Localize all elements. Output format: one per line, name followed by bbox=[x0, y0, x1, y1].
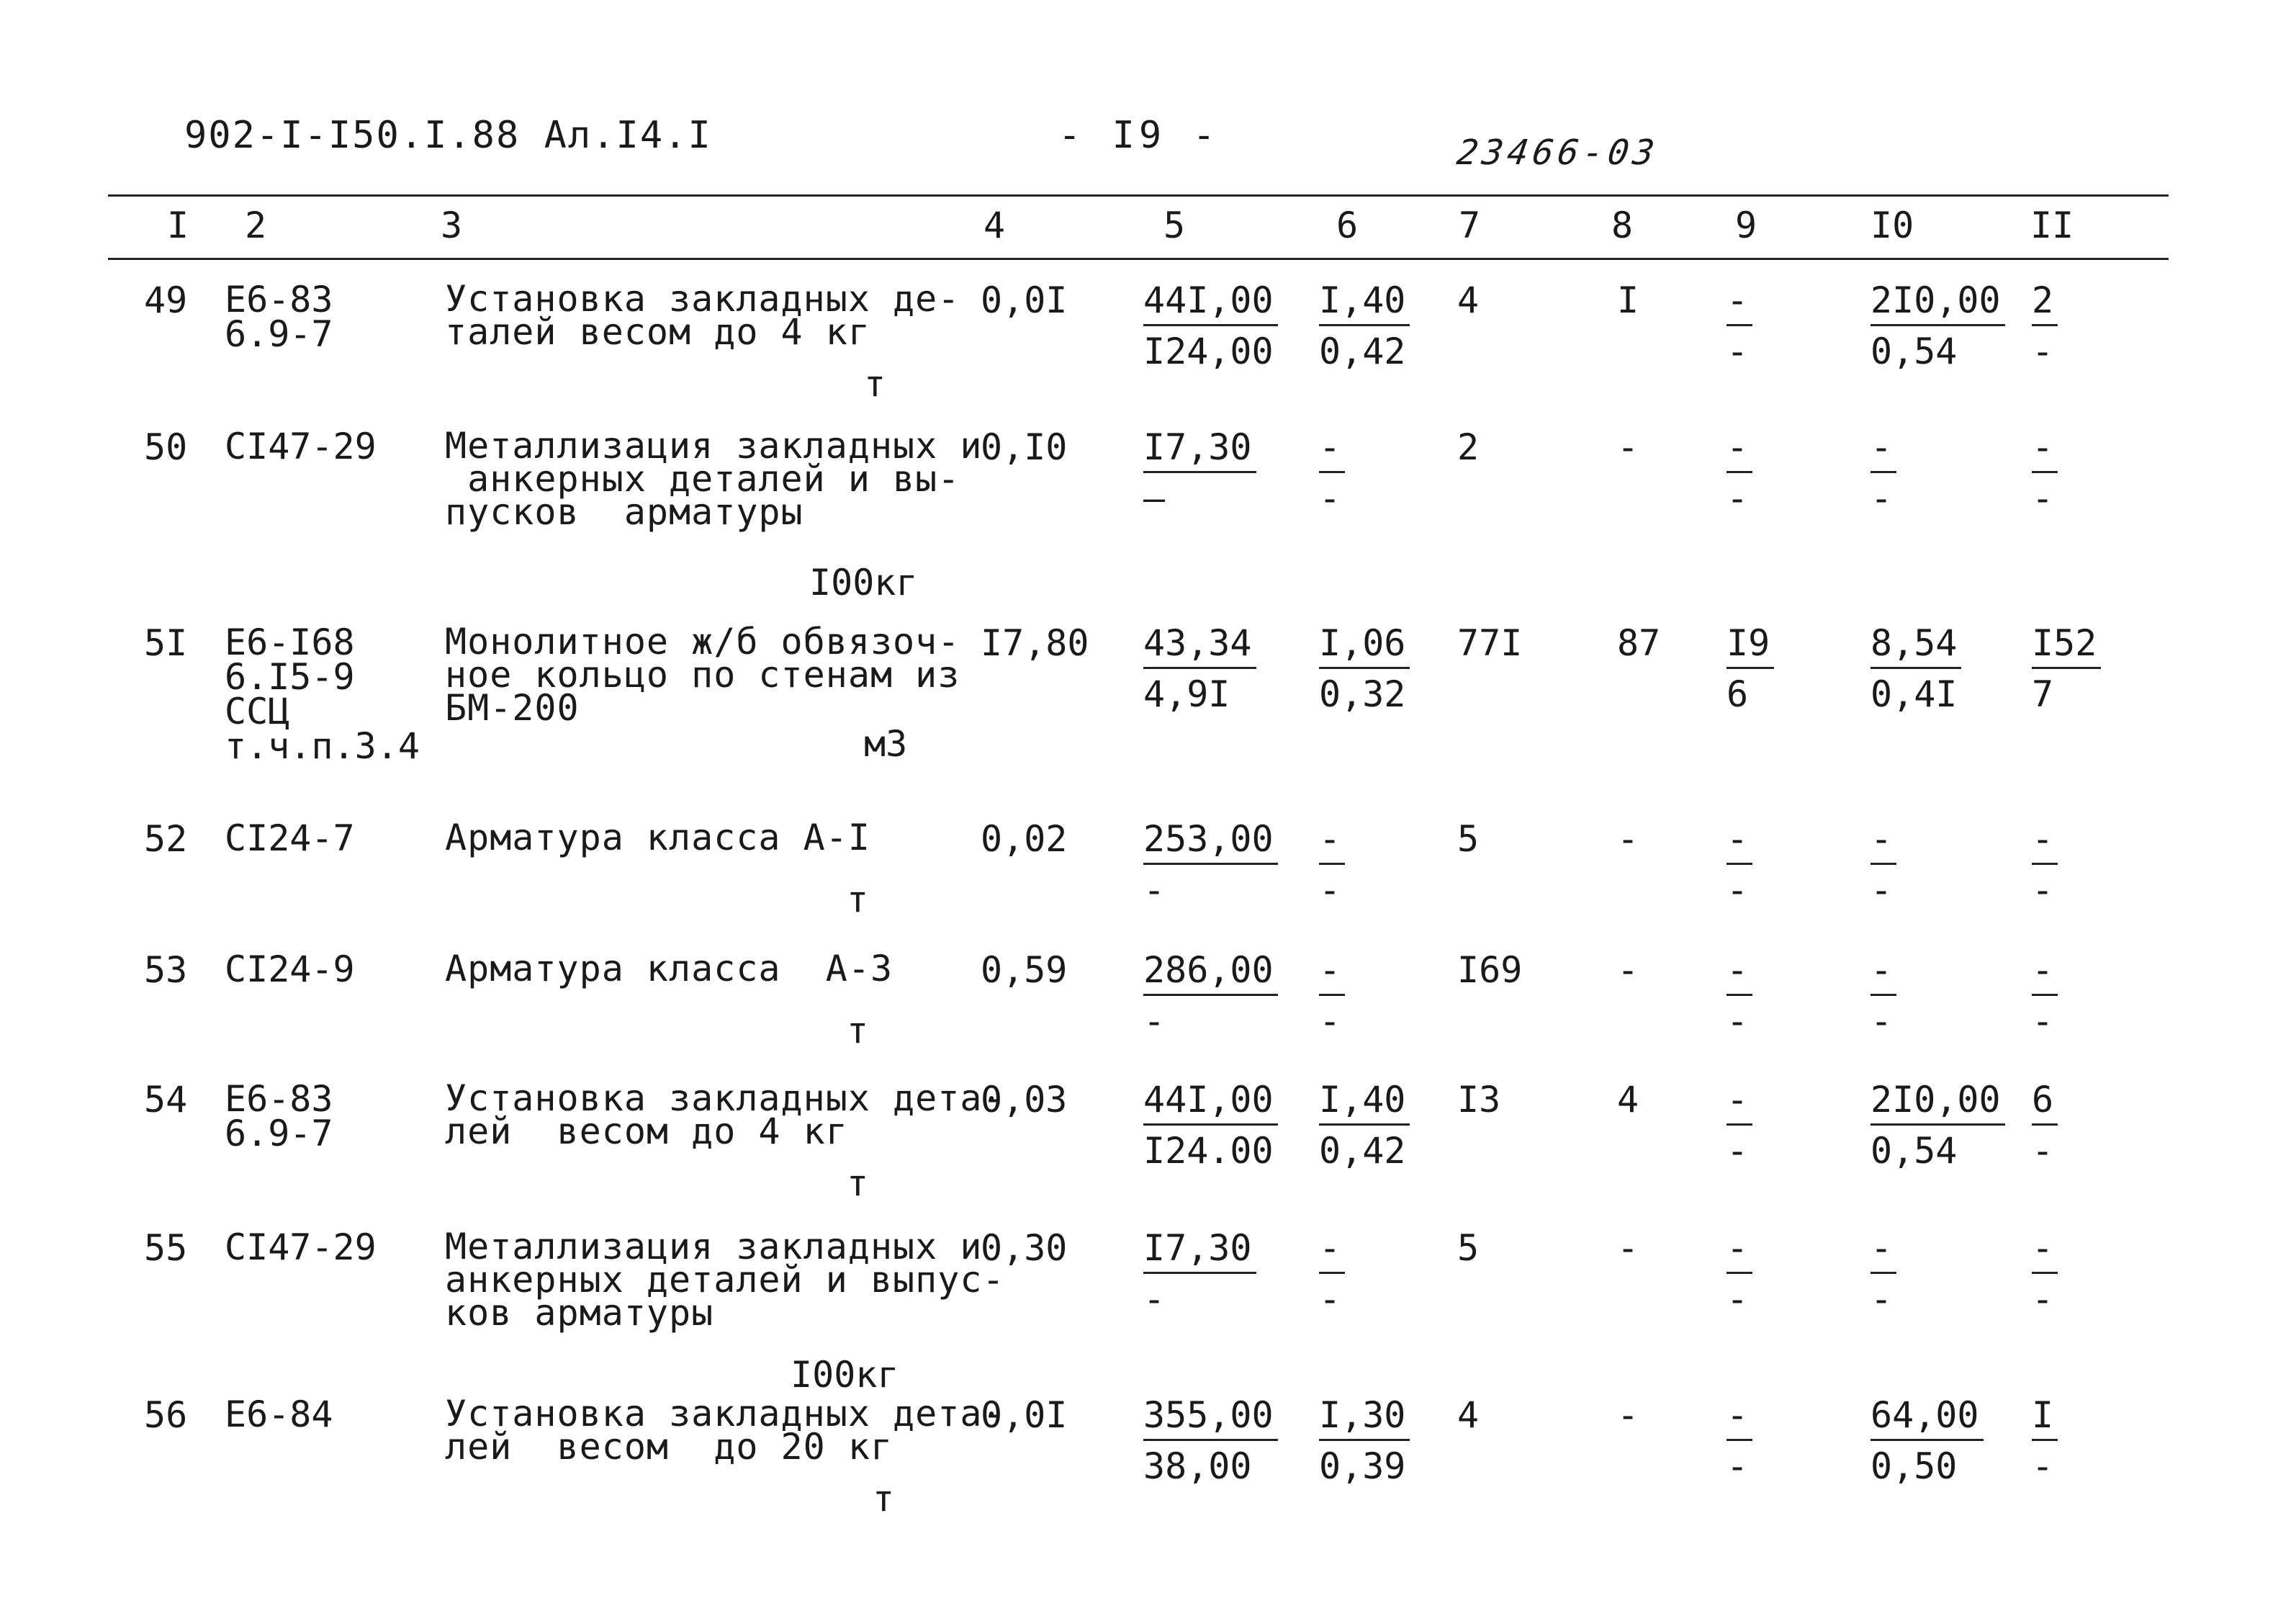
column-header-5: 5 bbox=[1163, 205, 1186, 246]
quantity: I7,80 bbox=[981, 622, 1089, 664]
fraction-numerator: - bbox=[1726, 1397, 1752, 1441]
measure-unit: I00кг bbox=[809, 562, 918, 603]
fraction-c10 bbox=[1870, 1079, 2005, 1172]
measure-unit: I00кг bbox=[791, 1354, 899, 1396]
fraction-denominator: - bbox=[2032, 869, 2054, 911]
column-header-1: I bbox=[167, 205, 189, 246]
table-row bbox=[0, 425, 2296, 603]
fraction-c10 bbox=[1870, 1394, 1984, 1487]
rate-code-line: Е6-83 bbox=[225, 279, 333, 320]
fraction-numerator: - bbox=[2032, 1230, 2058, 1274]
measure-unit: т bbox=[847, 1162, 869, 1204]
fraction-c9 bbox=[1726, 426, 1752, 519]
fraction-denominator: - bbox=[2032, 477, 2054, 519]
fraction-c10 bbox=[1870, 949, 1896, 1042]
rate-code-line: СI47-29 bbox=[225, 426, 377, 467]
rate-code-line: Е6-I68 bbox=[225, 621, 355, 663]
work-description-line: Установка закладных дета- bbox=[445, 1393, 1005, 1435]
fraction-c5 bbox=[1143, 949, 1278, 1042]
fraction-numerator: - bbox=[1319, 429, 1345, 473]
column-header-8: 8 bbox=[1611, 205, 1634, 246]
fraction-c9 bbox=[1726, 622, 1774, 715]
fraction-denominator: 0,4I bbox=[1870, 673, 1958, 715]
fraction-numerator: - bbox=[2032, 429, 2058, 473]
fraction-c11 bbox=[2032, 949, 2058, 1042]
row-number: 52 bbox=[144, 818, 188, 860]
value-c8: - bbox=[1617, 818, 1639, 860]
work-description-line: ков арматуры bbox=[445, 1292, 714, 1334]
fraction-numerator: - bbox=[1319, 1230, 1345, 1274]
quantity: 0,03 bbox=[981, 1079, 1068, 1121]
row-number: 53 bbox=[144, 949, 188, 991]
fraction-denominator: - bbox=[1870, 1278, 1893, 1320]
work-description-line: Металлизация закладных и bbox=[445, 425, 983, 467]
fraction-denominator: 0,54 bbox=[1870, 331, 1958, 372]
fraction-denominator: - bbox=[1319, 869, 1341, 911]
fraction-denominator: 0,42 bbox=[1319, 1130, 1406, 1172]
fraction-denominator: I24,00 bbox=[1143, 331, 1274, 372]
work-description bbox=[445, 425, 983, 533]
fraction-denominator: - bbox=[1319, 1278, 1341, 1320]
fraction-c6 bbox=[1319, 949, 1345, 1042]
fraction-c11 bbox=[2032, 426, 2058, 519]
fraction-numerator: 43,34 bbox=[1143, 625, 1256, 669]
work-description-line: Металлизация закладных и bbox=[445, 1226, 983, 1267]
fraction-denominator: - bbox=[1726, 1445, 1749, 1487]
rate-code-line: Е6-84 bbox=[225, 1393, 333, 1435]
value-c7: 5 bbox=[1457, 1227, 1480, 1269]
fraction-denominator: - bbox=[1726, 477, 1749, 519]
row-number: 50 bbox=[144, 426, 188, 468]
fraction-c10 bbox=[1870, 279, 2005, 372]
column-header-9: 9 bbox=[1735, 205, 1757, 246]
measure-unit: т bbox=[847, 879, 869, 920]
value-c8: - bbox=[1617, 949, 1639, 991]
value-c8: I bbox=[1617, 279, 1639, 321]
fraction-numerator: 64,00 bbox=[1870, 1397, 1984, 1441]
fraction-c9 bbox=[1726, 818, 1752, 911]
fraction-denominator: I24.00 bbox=[1143, 1130, 1274, 1172]
fraction-numerator: - bbox=[1726, 952, 1752, 996]
row-number: 56 bbox=[144, 1394, 188, 1436]
fraction-denominator: - bbox=[1143, 1000, 1166, 1042]
table-top-rule bbox=[108, 194, 2169, 197]
rate-code bbox=[225, 1393, 333, 1435]
fraction-denominator: - bbox=[2032, 1000, 2054, 1042]
fraction-denominator: 6 bbox=[1726, 673, 1749, 715]
fraction-c5 bbox=[1143, 818, 1278, 911]
work-description-line: Установка закладных де- bbox=[445, 278, 960, 320]
fraction-c11 bbox=[2032, 818, 2058, 911]
work-description-line: лей весом до 20 кг bbox=[445, 1426, 893, 1468]
fraction-numerator: 44I,00 bbox=[1143, 1082, 1278, 1126]
fraction-denominator: - bbox=[1319, 1000, 1341, 1042]
fraction-denominator: - bbox=[1143, 869, 1166, 911]
fraction-c6 bbox=[1319, 1394, 1410, 1487]
work-description-line: анкерных деталей и выпус- bbox=[445, 1259, 1005, 1301]
measure-unit: т bbox=[873, 1478, 895, 1520]
rate-code-line: СI47-29 bbox=[225, 1226, 377, 1268]
fraction-numerator: 6 bbox=[2032, 1082, 2058, 1126]
quantity: 0,59 bbox=[981, 949, 1068, 991]
quantity: 0,30 bbox=[981, 1227, 1068, 1269]
work-description bbox=[445, 1077, 1005, 1152]
fraction-denominator: - bbox=[1726, 331, 1749, 372]
rate-code-line: 6.I5-9 bbox=[225, 656, 355, 698]
fraction-c6 bbox=[1319, 1227, 1345, 1320]
work-description bbox=[445, 1393, 1005, 1468]
value-c7: 4 bbox=[1457, 279, 1480, 321]
fraction-denominator: - bbox=[1870, 1000, 1893, 1042]
fraction-denominator: 0,50 bbox=[1870, 1445, 1958, 1487]
rate-code bbox=[225, 1226, 377, 1268]
work-description-line: анкерных деталей и вы- bbox=[445, 458, 960, 500]
fraction-denominator: - bbox=[2032, 1445, 2054, 1487]
fraction-numerator: I7,30 bbox=[1143, 429, 1256, 473]
fraction-numerator: - bbox=[1726, 429, 1752, 473]
fraction-c9 bbox=[1726, 1227, 1752, 1320]
column-header-10: I0 bbox=[1870, 205, 1914, 246]
fraction-c6 bbox=[1319, 818, 1345, 911]
fraction-c9 bbox=[1726, 1079, 1752, 1172]
fraction-denominator: - bbox=[1870, 477, 1893, 519]
rate-code bbox=[225, 948, 355, 990]
quantity: 0,0I bbox=[981, 279, 1068, 321]
fraction-numerator: - bbox=[1870, 821, 1896, 865]
rate-code-line: 6.9-7 bbox=[225, 1113, 333, 1154]
fraction-c5 bbox=[1143, 622, 1256, 715]
work-description bbox=[445, 948, 893, 989]
fraction-c9 bbox=[1726, 1394, 1752, 1487]
rate-code-line: Е6-83 bbox=[225, 1078, 333, 1120]
work-description-line: Монолитное ж/б обвязоч- bbox=[445, 621, 960, 663]
quantity: 0,0I bbox=[981, 1394, 1068, 1436]
work-description bbox=[445, 621, 960, 729]
fraction-denominator: - bbox=[1726, 1130, 1749, 1172]
measure-unit: м3 bbox=[864, 723, 908, 765]
value-c7: 5 bbox=[1457, 818, 1480, 860]
column-header-4: 4 bbox=[983, 205, 1006, 246]
work-description-line: Арматура класса А-I bbox=[445, 817, 870, 858]
fraction-numerator: - bbox=[1319, 821, 1345, 865]
table-row bbox=[0, 948, 2296, 1051]
fraction-denominator: - bbox=[1870, 869, 1893, 911]
fraction-numerator: 2I0,00 bbox=[1870, 282, 2005, 326]
work-description-line: БМ-200 bbox=[445, 687, 580, 729]
work-description-line: пусков арматуры bbox=[445, 491, 803, 533]
fraction-c11 bbox=[2032, 1394, 2058, 1487]
fraction-c6 bbox=[1319, 426, 1345, 519]
fraction-denominator: 38,00 bbox=[1143, 1445, 1252, 1487]
fraction-numerator: 2 bbox=[2032, 282, 2058, 326]
document-header bbox=[0, 0, 2296, 187]
fraction-numerator: I,06 bbox=[1319, 625, 1410, 669]
value-c7: 4 bbox=[1457, 1394, 1480, 1436]
fraction-numerator: I7,30 bbox=[1143, 1230, 1256, 1274]
document-code: 902-I-I50.I.88 Ал.I4.I bbox=[184, 114, 712, 157]
fraction-numerator: 253,00 bbox=[1143, 821, 1278, 865]
column-header-2: 2 bbox=[245, 205, 267, 246]
table-row bbox=[0, 621, 2296, 767]
fraction-numerator: I9 bbox=[1726, 625, 1774, 669]
fraction-c10 bbox=[1870, 426, 1896, 519]
fraction-numerator: I,40 bbox=[1319, 1082, 1410, 1126]
rate-code-line: т.ч.п.3.4 bbox=[225, 725, 420, 767]
fraction-denominator: 0,32 bbox=[1319, 673, 1406, 715]
fraction-numerator: - bbox=[1726, 1230, 1752, 1274]
table-row bbox=[0, 1226, 2296, 1396]
fraction-c5 bbox=[1143, 279, 1278, 372]
value-c8: 87 bbox=[1617, 622, 1661, 664]
fraction-c11 bbox=[2032, 279, 2058, 372]
table-row bbox=[0, 1077, 2296, 1204]
fraction-numerator: 44I,00 bbox=[1143, 282, 1278, 326]
column-header-7: 7 bbox=[1459, 205, 1481, 246]
fraction-denominator: - bbox=[1726, 1000, 1749, 1042]
fraction-denominator: 0,42 bbox=[1319, 331, 1406, 372]
row-number: 49 bbox=[144, 279, 188, 321]
table-row bbox=[0, 278, 2296, 405]
row-number: 5I bbox=[144, 622, 188, 664]
fraction-numerator: - bbox=[1870, 429, 1896, 473]
column-header-11: II bbox=[2030, 205, 2074, 246]
fraction-numerator: - bbox=[1726, 282, 1752, 326]
fraction-denominator: 7 bbox=[2032, 673, 2054, 715]
fraction-c6 bbox=[1319, 622, 1410, 715]
column-header-6: 6 bbox=[1336, 205, 1359, 246]
fraction-numerator: I,40 bbox=[1319, 282, 1410, 326]
fraction-c10 bbox=[1870, 1227, 1896, 1320]
fraction-denominator: — bbox=[1143, 477, 1166, 519]
work-description-line: ное кольцо по стенам из bbox=[445, 654, 960, 696]
fraction-numerator: - bbox=[2032, 952, 2058, 996]
value-c7: I69 bbox=[1457, 949, 1523, 991]
fraction-c11 bbox=[2032, 1227, 2058, 1320]
fraction-numerator: - bbox=[2032, 821, 2058, 865]
fraction-denominator: - bbox=[1319, 477, 1341, 519]
value-c7: I3 bbox=[1457, 1079, 1501, 1121]
value-c7: 77I bbox=[1457, 622, 1523, 664]
fraction-denominator: - bbox=[1726, 869, 1749, 911]
fraction-numerator: - bbox=[1870, 952, 1896, 996]
fraction-denominator: - bbox=[2032, 331, 2054, 372]
rate-code-line: СI24-9 bbox=[225, 948, 355, 990]
work-description-line: лей весом до 4 кг bbox=[445, 1110, 848, 1152]
fraction-denominator: - bbox=[1726, 1278, 1749, 1320]
value-c7: 2 bbox=[1457, 426, 1480, 468]
value-c8: - bbox=[1617, 1394, 1639, 1436]
row-number: 55 bbox=[144, 1227, 188, 1269]
value-c8: - bbox=[1617, 1227, 1639, 1269]
work-description bbox=[445, 278, 960, 353]
quantity: 0,02 bbox=[981, 818, 1068, 860]
fraction-denominator: 0,54 bbox=[1870, 1130, 1958, 1172]
value-c8: - bbox=[1617, 426, 1639, 468]
stamp-number: 23466-03 bbox=[1454, 133, 1662, 173]
rate-code-line: ССЦ bbox=[225, 691, 290, 732]
fraction-numerator: I52 bbox=[2032, 625, 2101, 669]
work-description bbox=[445, 1226, 1005, 1334]
page-number: - I9 - bbox=[1058, 114, 1220, 157]
measure-unit: т bbox=[847, 1010, 869, 1051]
rate-code bbox=[225, 1078, 333, 1154]
rate-code-line: СI24-7 bbox=[225, 817, 355, 859]
fraction-numerator: - bbox=[1319, 952, 1345, 996]
fraction-c6 bbox=[1319, 1079, 1410, 1172]
fraction-denominator: - bbox=[1143, 1278, 1166, 1320]
fraction-c10 bbox=[1870, 622, 1961, 715]
fraction-denominator: 4,9I bbox=[1143, 673, 1230, 715]
fraction-c5 bbox=[1143, 1227, 1256, 1320]
fraction-c5 bbox=[1143, 426, 1256, 519]
row-number: 54 bbox=[144, 1079, 188, 1121]
fraction-denominator: 0,39 bbox=[1319, 1445, 1406, 1487]
rate-code bbox=[225, 426, 377, 467]
table-row bbox=[0, 817, 2296, 920]
fraction-numerator: - bbox=[1870, 1230, 1896, 1274]
rate-code bbox=[225, 817, 355, 859]
work-description-line: Установка закладных дета- bbox=[445, 1077, 1005, 1119]
rate-code bbox=[225, 621, 420, 767]
rate-code-line: 6.9-7 bbox=[225, 313, 333, 355]
fraction-c5 bbox=[1143, 1079, 1278, 1172]
quantity: 0,I0 bbox=[981, 426, 1068, 468]
fraction-numerator: 8,54 bbox=[1870, 625, 1961, 669]
fraction-numerator: 2I0,00 bbox=[1870, 1082, 2005, 1126]
fraction-denominator: - bbox=[2032, 1130, 2054, 1172]
fraction-c9 bbox=[1726, 949, 1752, 1042]
fraction-numerator: - bbox=[1726, 821, 1752, 865]
fraction-c9 bbox=[1726, 279, 1752, 372]
work-description bbox=[445, 817, 870, 858]
fraction-numerator: I bbox=[2032, 1397, 2058, 1441]
fraction-numerator: I,30 bbox=[1319, 1397, 1410, 1441]
fraction-numerator: 286,00 bbox=[1143, 952, 1278, 996]
value-c8: 4 bbox=[1617, 1079, 1639, 1121]
fraction-c11 bbox=[2032, 622, 2101, 715]
work-description-line: Арматура класса А-3 bbox=[445, 948, 893, 989]
table-header-rule bbox=[108, 258, 2169, 260]
fraction-c11 bbox=[2032, 1079, 2058, 1172]
work-description-line: талей весом до 4 кг bbox=[445, 311, 870, 353]
fraction-c5 bbox=[1143, 1394, 1278, 1487]
column-header-3: 3 bbox=[441, 205, 463, 246]
measure-unit: т bbox=[864, 363, 886, 405]
fraction-c10 bbox=[1870, 818, 1896, 911]
rate-code bbox=[225, 279, 333, 355]
table-row bbox=[0, 1393, 2296, 1520]
fraction-denominator: - bbox=[2032, 1278, 2054, 1320]
fraction-numerator: 355,00 bbox=[1143, 1397, 1278, 1441]
fraction-numerator: - bbox=[1726, 1082, 1752, 1126]
fraction-c6 bbox=[1319, 279, 1410, 372]
